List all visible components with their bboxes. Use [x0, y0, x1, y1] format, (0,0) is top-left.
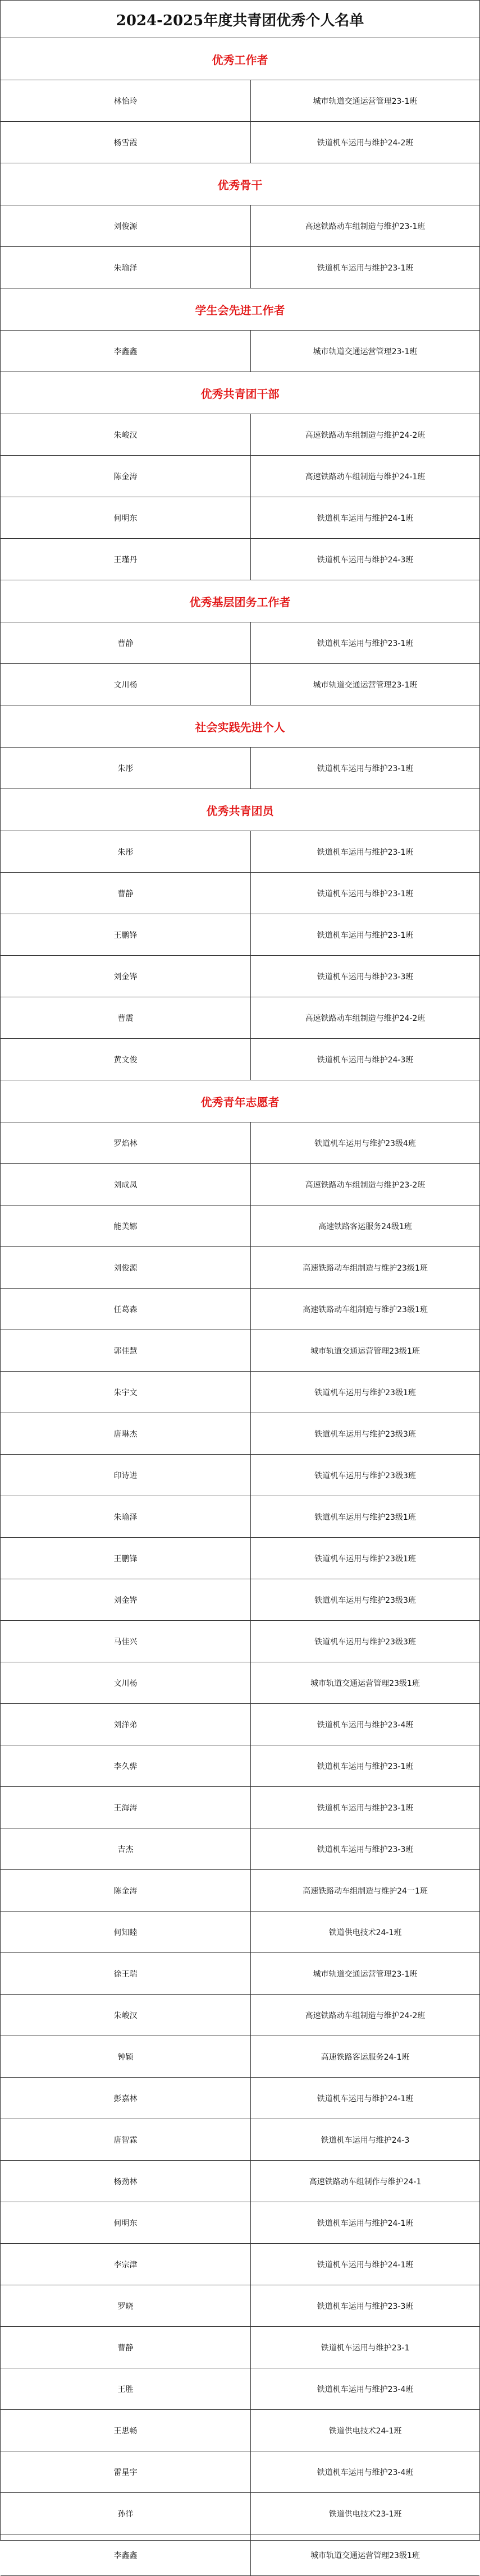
student-name: 朱峻汉	[1, 414, 251, 455]
table-row	[1, 1372, 479, 1413]
class-name: 铁道机车运用与维护23级3班	[314, 1471, 416, 1480]
class-name: 铁道机车运用与维护23级1班	[314, 1388, 416, 1397]
class-name: 铁道机车运用与维护23-3班	[317, 1845, 414, 1854]
student-name: 曹静	[1, 622, 251, 663]
section-heading: 优秀基层团务工作者	[1, 580, 479, 622]
table-row	[1, 2534, 479, 2576]
class-name: 铁道机车运用与维护24-3班	[317, 555, 414, 565]
student-name: 王胜	[1, 2368, 251, 2409]
table-row	[1, 1870, 479, 1912]
student-name: 朱宇文	[1, 1372, 251, 1413]
table-row	[1, 331, 479, 372]
student-name: 刘俊源	[1, 1247, 251, 1288]
table-row	[1, 1953, 479, 1995]
student-name: 杨雪霞	[1, 122, 251, 163]
class-name: 高速铁路动车组制造与维护24-2班	[305, 2011, 426, 2020]
table-row	[1, 1704, 479, 1745]
class-name: 铁道机车运用与维护23-1班	[317, 764, 414, 773]
class-name: 城市轨道交通运营管理23级1班	[310, 1679, 420, 1688]
class-name: 高速铁路动车组制造与维护24-2班	[305, 430, 426, 440]
class-name: 铁道机车运用与维护23-1班	[317, 639, 414, 648]
table-row	[1, 664, 479, 705]
student-name: 何知睦	[1, 1912, 251, 1952]
table-row	[1, 1413, 479, 1455]
class-name: 铁道机车运用与维护24-1班	[317, 514, 414, 523]
student-name: 朱彤	[1, 748, 251, 789]
table-row	[1, 1995, 479, 2036]
student-name: 孙徉	[1, 2493, 251, 2534]
student-name: 吉杰	[1, 1828, 251, 1869]
class-name: 铁道机车运用与维护23级3班	[314, 1596, 416, 1605]
student-name: 曹静	[1, 2327, 251, 2368]
class-name: 高速铁路动车组制造与维护24-1班	[305, 472, 426, 482]
table-row	[1, 2410, 479, 2451]
class-name: 铁道机车运用与维护24-1班	[317, 2260, 414, 2270]
class-name: 铁道供电技术24-1班	[328, 1928, 402, 1937]
student-name: 朱彤	[1, 831, 251, 872]
table-row	[1, 1039, 479, 1080]
student-name: 能美娜	[1, 1206, 251, 1246]
table-row	[1, 1579, 479, 1621]
section-heading: 社会实践先进个人	[1, 705, 479, 748]
student-name: 陈金涛	[1, 456, 251, 497]
table-row	[1, 2244, 479, 2285]
class-name: 铁道机车运用与维护24-3	[321, 2135, 410, 2145]
table-row	[1, 1206, 479, 1247]
student-name: 林怡玲	[1, 80, 251, 121]
student-name: 彭嘉林	[1, 2078, 251, 2119]
class-name: 高速铁路动车组制造与维护23-1班	[305, 222, 426, 231]
table-row	[1, 622, 479, 664]
class-name: 高速铁路动车组制造与维护24一1班	[303, 1886, 428, 1896]
table-row	[1, 1122, 479, 1164]
class-name: 城市轨道交通运营管理23-1班	[313, 347, 418, 356]
student-name: 曹震	[1, 997, 251, 1038]
student-name: 罗晓	[1, 2285, 251, 2326]
student-name: 曹静	[1, 873, 251, 914]
table-row	[1, 2493, 479, 2534]
table-row	[1, 831, 479, 873]
table-row	[1, 1289, 479, 1330]
class-name: 铁道机车运用与维护23级1班	[314, 1554, 416, 1564]
class-name: 高速铁路客运服务24级1班	[318, 1222, 412, 1231]
class-name: 铁道机车运用与维护23-3班	[317, 972, 414, 982]
class-name: 城市轨道交通运营管理23-1班	[313, 680, 418, 690]
table-row	[1, 1912, 479, 1953]
class-name: 高速铁路动车组制造与维护23级1班	[303, 1263, 428, 1273]
student-name: 唐智霖	[1, 2119, 251, 2160]
table-row	[1, 1621, 479, 1662]
section-heading: 优秀共青团员	[1, 789, 479, 831]
student-name: 李鑫鑫	[1, 2534, 251, 2575]
table-row	[1, 2327, 479, 2368]
section-heading: 优秀共青团干部	[1, 372, 479, 414]
section-heading: 优秀工作者	[1, 38, 479, 80]
student-name: 刘金铧	[1, 1579, 251, 1620]
student-name: 杨劲林	[1, 2161, 251, 2202]
class-name: 高速铁路客运服务24-1班	[321, 2052, 410, 2062]
student-name: 王海涛	[1, 1787, 251, 1828]
table-row	[1, 2036, 479, 2078]
table-row	[1, 2202, 479, 2244]
class-name: 城市轨道交通运营管理23-1班	[313, 1969, 418, 1979]
class-name: 铁道机车运用与维护23-1班	[317, 263, 414, 273]
student-name: 刘洋弟	[1, 1704, 251, 1745]
table-row	[1, 414, 479, 456]
class-name: 铁道机车运用与维护23级3班	[314, 1429, 416, 1439]
student-name: 李久骅	[1, 1745, 251, 1786]
table-row	[1, 122, 479, 163]
class-name: 高速铁路动车组制作与维护24-1	[309, 2177, 422, 2187]
class-name: 铁道机车运用与维护24-2班	[317, 138, 414, 148]
class-name: 铁道机车运用与维护23-1班	[317, 1762, 414, 1771]
student-name: 任葛森	[1, 1289, 251, 1330]
table-row	[1, 1828, 479, 1870]
table-row	[1, 1662, 479, 1704]
class-name: 城市轨道交通运营管理23-1班	[313, 97, 418, 106]
class-name: 城市轨道交通运营管理23级1班	[310, 1346, 420, 1356]
class-name: 高速铁路动车组制造与维护24-2班	[305, 1014, 426, 1023]
student-name: 王瑾丹	[1, 539, 251, 580]
class-name: 铁道机车运用与维护24-1班	[317, 2219, 414, 2228]
student-name: 刘俊源	[1, 205, 251, 246]
class-name: 铁道机车运用与维护23-1班	[317, 847, 414, 857]
class-name: 城市轨道交通运营管理23级1班	[310, 2551, 420, 2560]
student-name: 朱峻汉	[1, 1995, 251, 2036]
section-heading: 优秀青年志愿者	[1, 1080, 479, 1122]
table-row	[1, 2368, 479, 2410]
table-row	[1, 748, 479, 789]
class-name: 铁道机车运用与维护23-1班	[317, 889, 414, 899]
student-name: 雷星宇	[1, 2451, 251, 2492]
table-row	[1, 456, 479, 497]
student-name: 李鑫鑫	[1, 331, 251, 372]
class-name: 铁道机车运用与维护23-4班	[317, 2385, 414, 2394]
student-name: 文川杨	[1, 1662, 251, 1703]
document-title: 2024-2025年度共青团优秀个人名单	[1, 1, 479, 38]
class-name: 铁道供电技术23-1班	[328, 2509, 402, 2519]
class-name: 铁道机车运用与维护23级3班	[314, 1637, 416, 1647]
class-name: 铁道机车运用与维护23-1	[321, 2343, 410, 2353]
class-name: 铁道机车运用与维护24-1班	[317, 2094, 414, 2103]
class-name: 高速铁路动车组制造与维护23-2班	[305, 1180, 426, 1190]
table-row	[1, 1745, 479, 1787]
student-name: 黄文俊	[1, 1039, 251, 1080]
section-heading: 优秀骨干	[1, 163, 479, 205]
class-name: 铁道供电技术24-1班	[328, 2426, 402, 2436]
student-name: 何明东	[1, 497, 251, 538]
class-name: 铁道机车运用与维护23-1班	[317, 1803, 414, 1813]
student-name: 李宗津	[1, 2244, 251, 2285]
student-name: 钟颖	[1, 2036, 251, 2077]
student-name: 印诗进	[1, 1455, 251, 1496]
student-name: 朱瑜泽	[1, 1496, 251, 1537]
section-heading: 学生会先进工作者	[1, 288, 479, 331]
table-row	[1, 2285, 479, 2327]
table-row	[1, 914, 479, 956]
table-row	[1, 2078, 479, 2119]
table-row	[1, 1247, 479, 1289]
table-row	[1, 997, 479, 1039]
student-name: 王鹏锋	[1, 1538, 251, 1579]
table-row	[1, 1496, 479, 1538]
table-row	[1, 1455, 479, 1496]
student-name: 王思畅	[1, 2410, 251, 2451]
table-row	[1, 2161, 479, 2202]
table-row	[1, 2119, 479, 2161]
student-name: 马佳兴	[1, 1621, 251, 1662]
table-row	[1, 497, 479, 539]
student-name: 何明东	[1, 2202, 251, 2243]
table-row	[1, 2451, 479, 2493]
table-row	[1, 873, 479, 914]
table-row	[1, 1538, 479, 1579]
table-row	[1, 539, 479, 580]
student-name: 罗焰林	[1, 1122, 251, 1163]
student-name: 刘金铧	[1, 956, 251, 997]
table-row	[1, 956, 479, 997]
table-row	[1, 1330, 479, 1372]
class-name: 铁道机车运用与维护23级1班	[314, 1512, 416, 1522]
student-name: 唐琳杰	[1, 1413, 251, 1454]
class-name: 铁道机车运用与维护23级4班	[314, 1139, 416, 1148]
table-row	[1, 247, 479, 288]
class-name: 铁道机车运用与维护23-3班	[317, 2302, 414, 2311]
table-row	[1, 80, 479, 122]
class-name: 铁道机车运用与维护23-4班	[317, 2468, 414, 2477]
class-name: 铁道机车运用与维护23-1班	[317, 931, 414, 940]
table-row	[1, 205, 479, 247]
student-name: 朱瑜泽	[1, 247, 251, 288]
student-name: 郭佳慧	[1, 1330, 251, 1371]
table-row	[1, 1787, 479, 1828]
student-name: 徐王瑞	[1, 1953, 251, 1994]
student-name: 刘成凤	[1, 1164, 251, 1205]
class-name: 高速铁路动车组制造与维护23级1班	[303, 1305, 428, 1314]
student-name: 王鹏锋	[1, 914, 251, 955]
table-row	[1, 1164, 479, 1206]
class-name: 铁道机车运用与维护24-3班	[317, 1055, 414, 1065]
student-name: 文川杨	[1, 664, 251, 705]
class-name: 铁道机车运用与维护23-4班	[317, 1720, 414, 1730]
student-name: 陈金涛	[1, 1870, 251, 1911]
